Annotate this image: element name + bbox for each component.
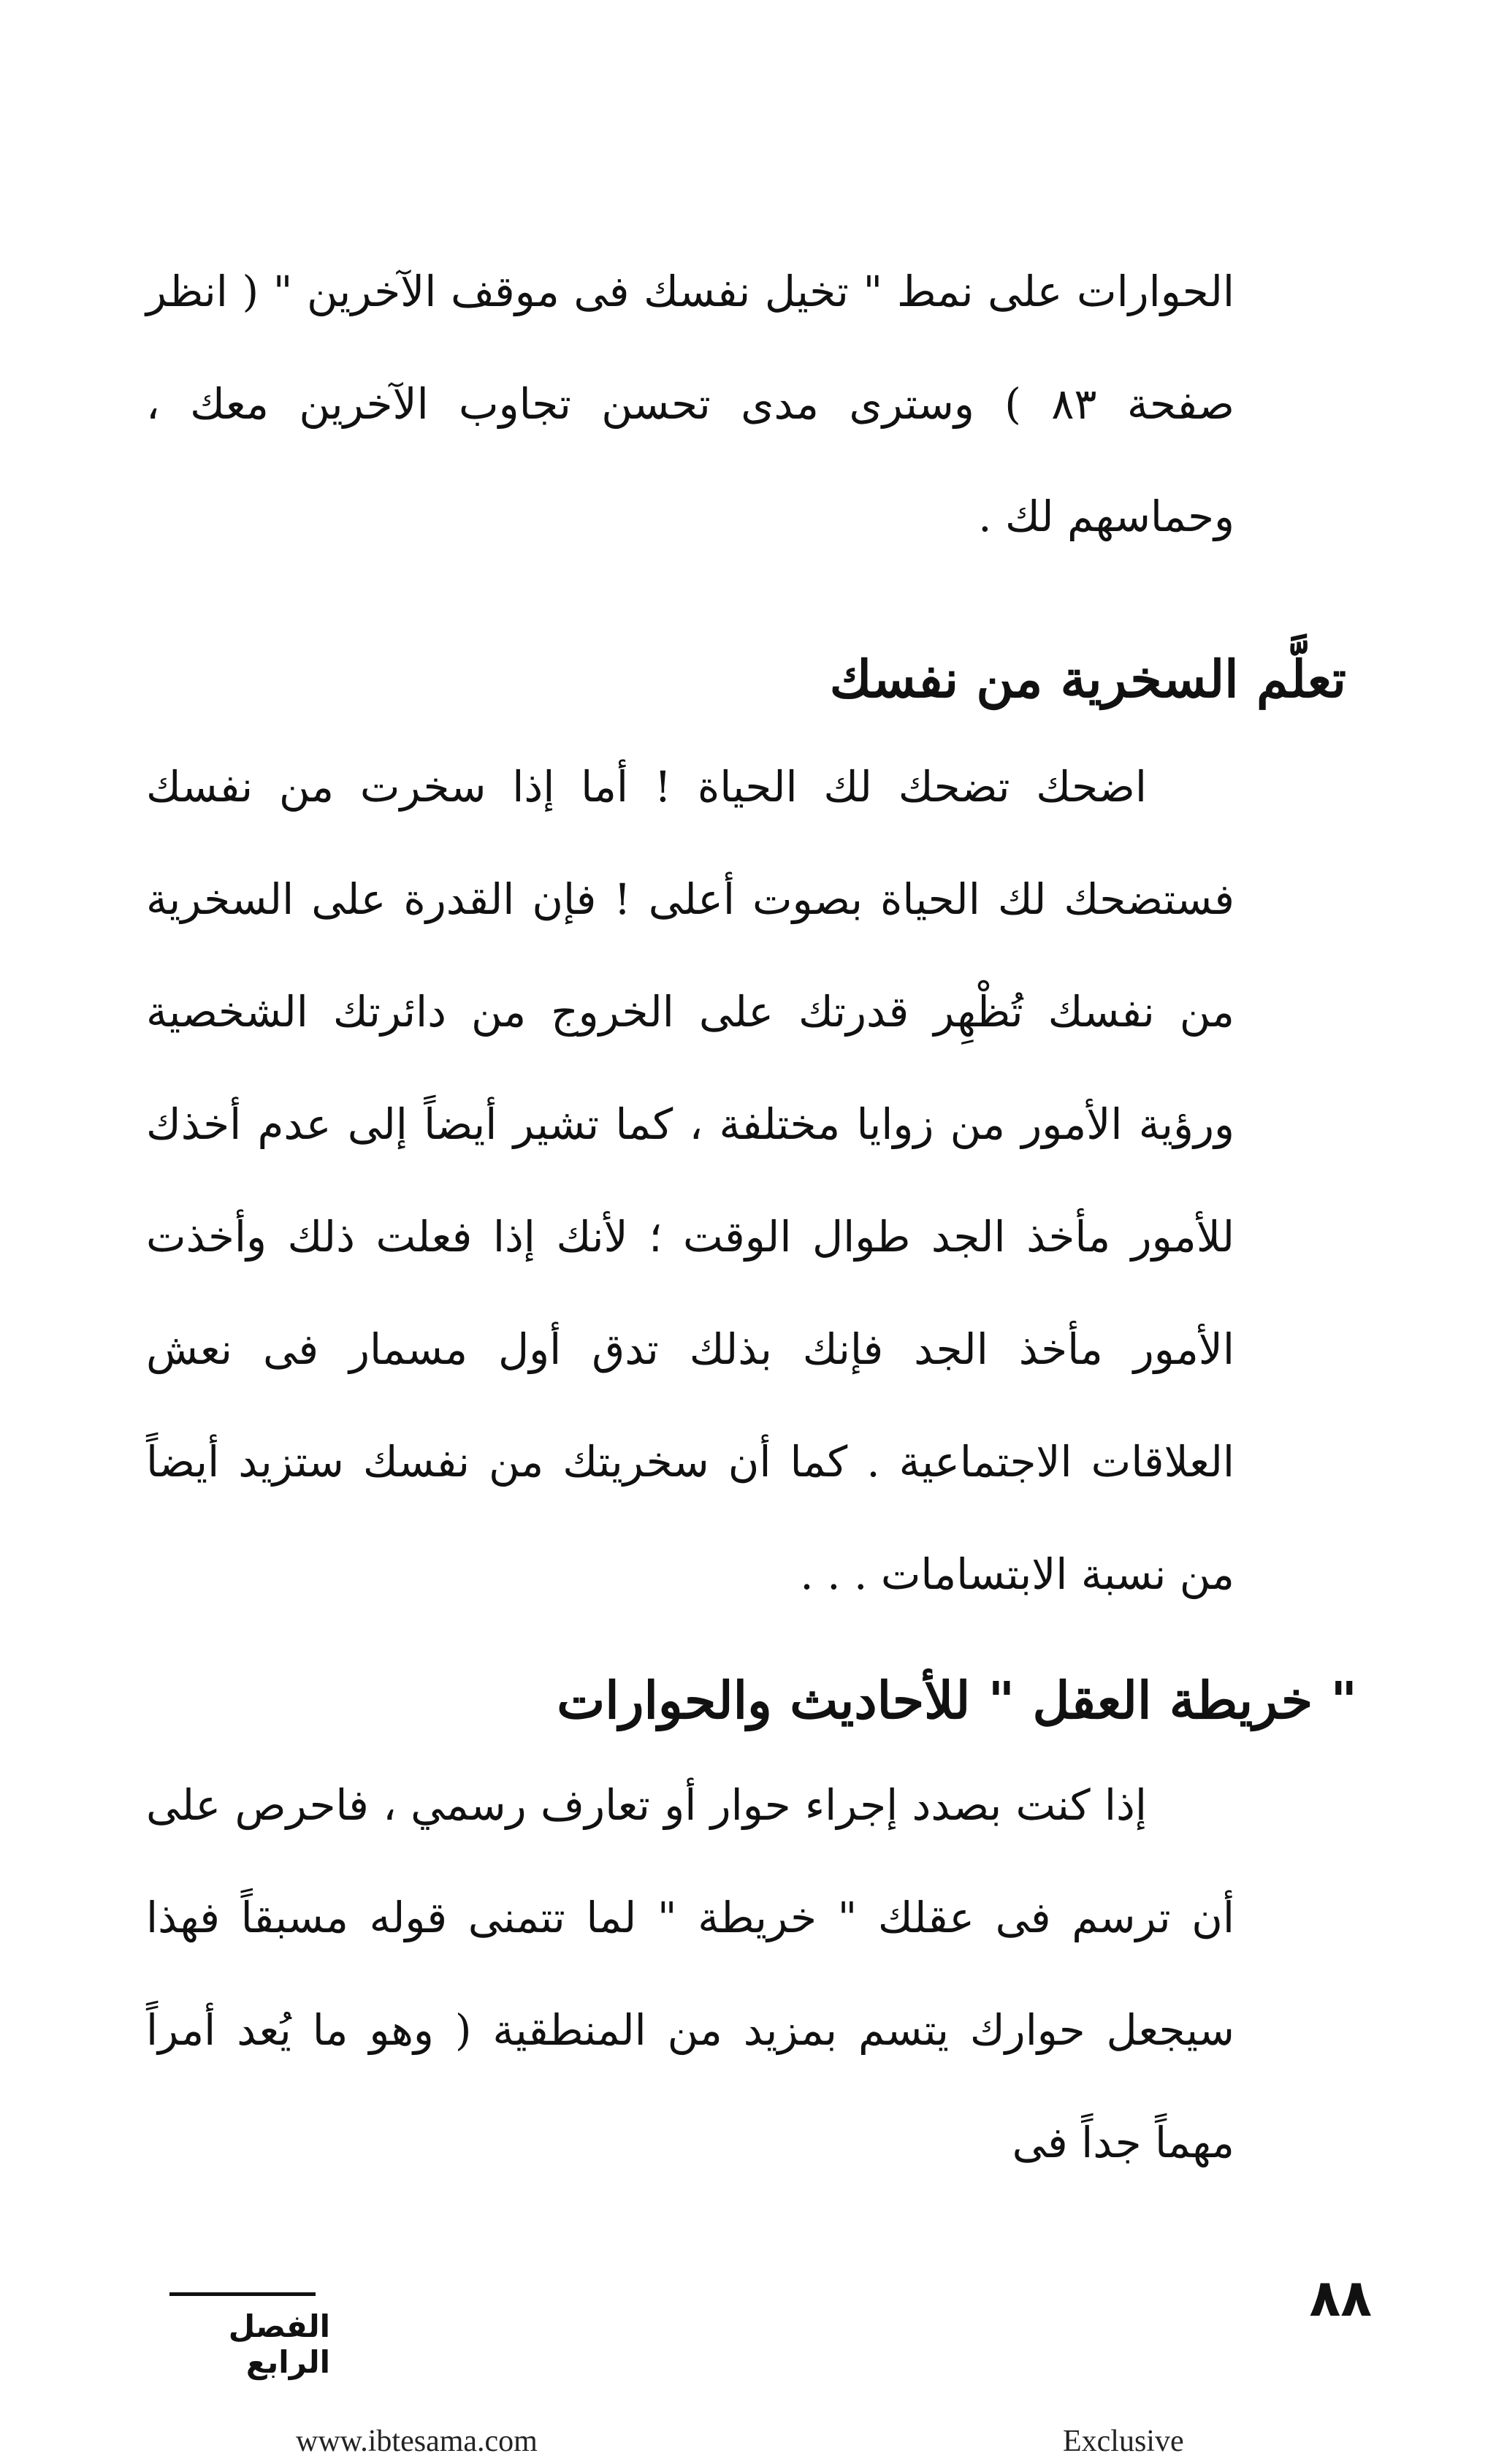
page-number: ٨٨ [1309,2268,1372,2328]
self-mockery-paragraph: اضحك تضحك لك الحياة ! أما إذا سخرت من نفسك فستضحك لك الحياة بصوت أعلى ! فإن القدرة على السخرية من نفسك تُظْهِر قدرتك على الخروج من دائرتك الشخصية ورؤية الأمور من زوايا مختلفة ، كما تشير أيضاً إلى عدم أخذك للأمور مأخذ الجد طوال الوقت ؛ لأنك إذا فعلت ذلك وأخذت الأمور مأخذ الجد فإنك بذلك تدق أول مسمار فى نعش العلاقات الاجتماعية . كما أن سخريتك من نفسك ستزيد أيضاً من نسبة الابتسامات . . . [146,762,1234,1599]
footer-divider [169,2292,316,2296]
chapter-label: الفصل الرابع [228,2308,330,2380]
watermark-site-url: www.ibtesama.com [296,2425,538,2458]
mind-map-paragraph: إذا كنت بصدد إجراء حوار أو تعارف رسمي ، فاحرص على أن ترسم فى عقلك " خريطة " لما تتمنى قوله مسبقاً فهذا سيجعل حوارك يتسم بمزيد من المنطقية ( وهو ما يُعد أمراً مهماً جداً فى [146,1780,1234,2167]
watermark-badge: Exclusive [1063,2425,1184,2458]
section-heading-mind-map: " خريطة العقل " للأحاديث والحوارات [557,1670,1357,1731]
intro-paragraph: الحوارات على نمط " تخيل نفسك فى موقف الآخرين " ( انظر صفحة ٨٣ ) وسترى مدى تحسن تجاوب الآخرين معك ، وحماسهم لك . [146,267,1234,541]
section-heading-self-mockery: تعلَّم السخرية من نفسك [829,649,1346,709]
